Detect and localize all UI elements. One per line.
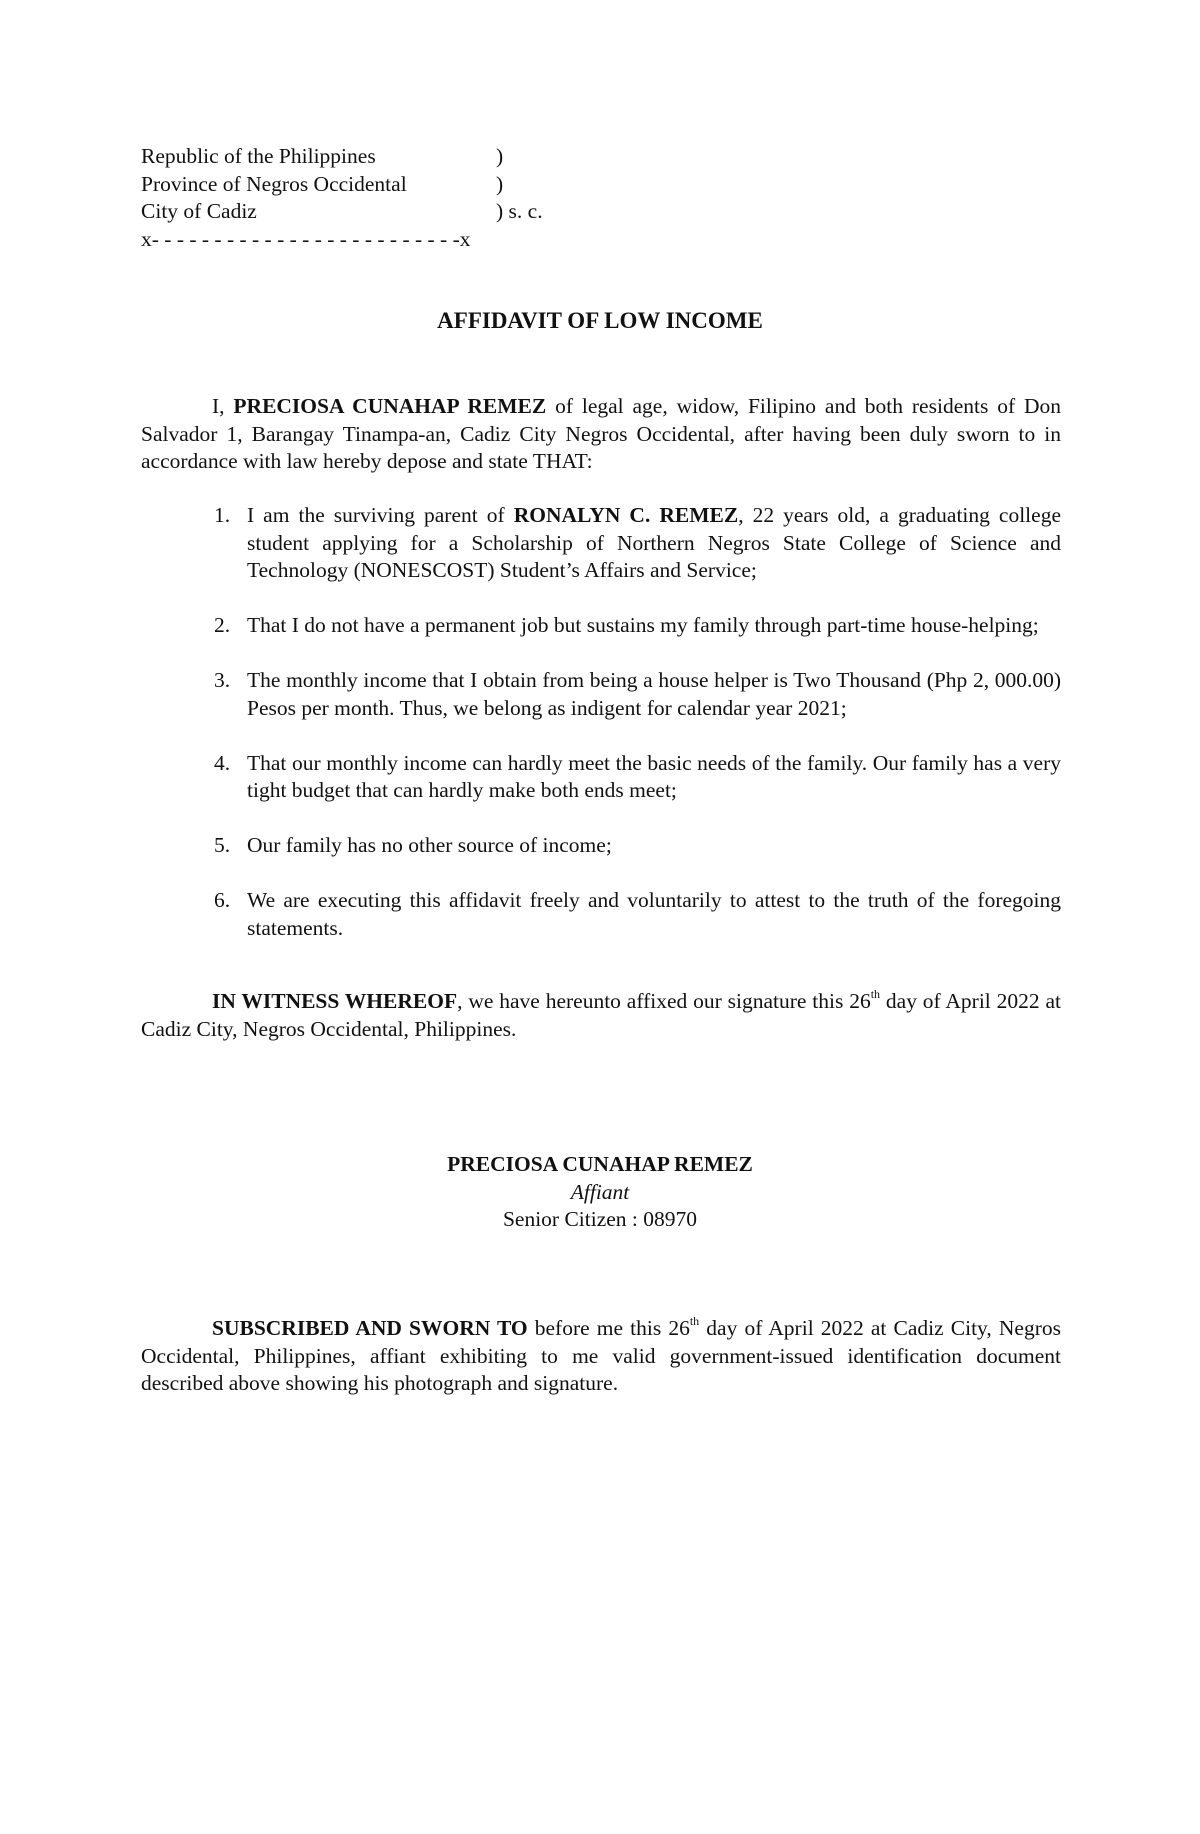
senior-citizen-id: Senior Citizen : 08970 bbox=[502, 1207, 698, 1231]
list-item bbox=[141, 502, 1061, 585]
item-number: 4. bbox=[214, 750, 231, 775]
ordinal-suffix: th bbox=[689, 1313, 700, 1328]
item-text: , 22 years old, a graduating college student applying for a Scholarship of Northern Negros State College of Science and Technology (NONESCOST) Student’s Affairs and Service; bbox=[247, 503, 1061, 582]
jurat-text: day of April 2022 at Cadiz City, Negros Occidental, Philippines, affiant exhibiting to me valid government-issued identification document described above showing his photograph and signature. bbox=[141, 1316, 1061, 1395]
list-item bbox=[141, 832, 1061, 860]
item-text: The monthly income that I obtain from being a house helper is Two Thousand (Php 2, 000.00) Pesos per month. Thus, we belong as indigent for calendar year 2021; bbox=[247, 668, 1061, 720]
list-item bbox=[141, 887, 1061, 942]
venue-city: City of Cadiz bbox=[141, 199, 257, 223]
signatory-name: PRECIOSA CUNAHAP REMEZ bbox=[447, 1152, 753, 1176]
witness-heading: IN WITNESS WHEREOF bbox=[212, 989, 458, 1013]
signatory-role: Affiant bbox=[570, 1179, 630, 1204]
jurat-text: before me this 26 bbox=[527, 1316, 690, 1340]
item-number: 6. bbox=[214, 888, 231, 912]
document-title: AFFIDAVIT OF LOW INCOME bbox=[437, 308, 763, 333]
venue-paren: ) bbox=[496, 171, 504, 196]
witness-text: day of April 2022 at Cadiz City, Negros Occidental, Philippines. bbox=[141, 989, 1061, 1041]
statements-list bbox=[141, 502, 1061, 970]
item-number: 2. bbox=[214, 613, 231, 637]
item-text: That I do not have a permanent job but sustains my family through part-time house-helping; bbox=[247, 613, 1039, 637]
ordinal-suffix: th bbox=[870, 986, 881, 1001]
item-text: Our family has no other source of income; bbox=[247, 833, 612, 857]
witness-paragraph bbox=[141, 988, 1061, 1043]
venue-paren-sc: ) s. c. bbox=[496, 199, 543, 223]
intro-prefix: I, bbox=[212, 394, 234, 418]
venue-paren: ) bbox=[496, 144, 504, 168]
item-text: I am the surviving parent of bbox=[247, 503, 514, 527]
item-number: 5. bbox=[214, 833, 231, 857]
jurat-paragraph bbox=[141, 1315, 1061, 1398]
venue-separator: x- - - - - - - - - - - - - - - - - - - - - - - - -x bbox=[141, 226, 471, 251]
item-text: We are executing this affidavit freely and voluntarily to attest to the truth of the foregoing statements. bbox=[247, 888, 1061, 940]
witness-text: , we have hereunto affixed our signature this 26 bbox=[457, 989, 871, 1013]
list-item bbox=[141, 612, 1061, 640]
jurat-heading: SUBSCRIBED AND SWORN TO bbox=[212, 1316, 528, 1340]
venue-block bbox=[141, 143, 543, 253]
intro-paragraph bbox=[141, 393, 1061, 476]
child-name: RONALYN C. REMEZ bbox=[513, 503, 739, 527]
item-text: That our monthly income can hardly meet the basic needs of the family. Our family has a very tight budget that can hardly make both ends meet; bbox=[247, 750, 1061, 802]
venue-country: Republic of the Philippines bbox=[141, 144, 376, 168]
intro-text: of legal age, widow, Filipino and both residents of Don Salvador 1, Barangay Tinampa-an, Cadiz City Negros Occidental, after having been duly sworn to in accordance with law hereby depose and state THAT: bbox=[141, 394, 1061, 473]
affiant-name: PRECIOSA CUNAHAP REMEZ bbox=[233, 394, 547, 418]
item-number: 1. bbox=[214, 503, 231, 527]
venue-province: Province of Negros Occidental bbox=[141, 171, 407, 196]
item-number: 3. bbox=[214, 668, 231, 692]
list-item bbox=[141, 667, 1061, 722]
signature-block bbox=[0, 1151, 1200, 1234]
list-item bbox=[141, 750, 1061, 805]
